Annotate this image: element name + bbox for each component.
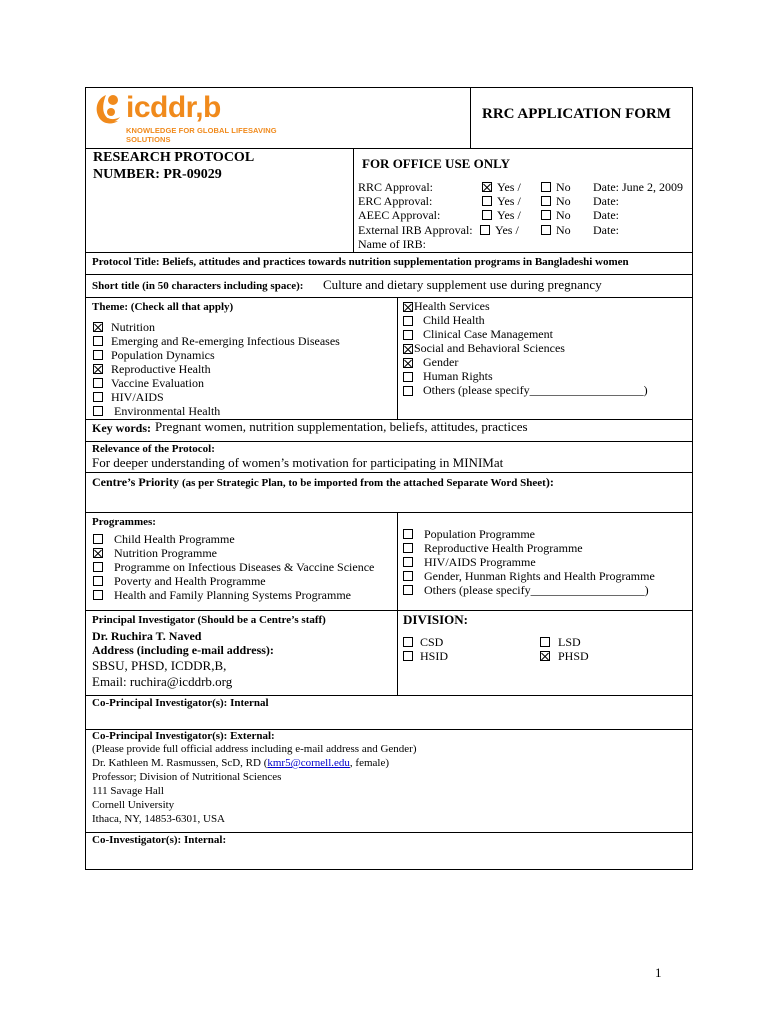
co-pi-external-line: Cornell University (92, 799, 175, 811)
research-protocol-label: RESEARCH PROTOCOL (93, 150, 255, 165)
aeec-date: Date: (593, 208, 619, 222)
prog-nutrition-label: Nutrition Programme (114, 546, 217, 560)
co-pi-external-name: Dr. Kathleen M. Rasmussen, ScD, RD (kmr5@cornell.edu, female) (92, 757, 389, 769)
theme-infectious-checkbox[interactable] (93, 336, 103, 346)
theme-social-checkbox[interactable] (403, 344, 413, 354)
theme-social-label: Social and Behavioral Sciences (414, 341, 565, 355)
erc-date: Date: (593, 194, 619, 208)
erc-no-label: No (556, 194, 571, 208)
logo-wordmark: icddr,b (126, 91, 221, 124)
theme-infectious-label: Emerging and Re-emerging Infectious Diseases (111, 334, 340, 348)
prog-infectious-checkbox[interactable] (93, 562, 103, 572)
division-label: DIVISION: (403, 612, 469, 627)
office-use-title: FOR OFFICE USE ONLY (362, 156, 510, 171)
theme-human-rights-label: Human Rights (423, 369, 493, 383)
theme-gender-label: Gender (423, 355, 459, 369)
form-title: RRC APPLICATION FORM (482, 106, 671, 122)
theme-gender-checkbox[interactable] (403, 358, 413, 368)
erc-yes-label: Yes / (497, 194, 521, 208)
theme-health-services-label: Health Services (414, 299, 490, 313)
prog-child-health-checkbox[interactable] (93, 534, 103, 544)
theme-health-services-checkbox[interactable] (403, 302, 413, 312)
theme-hiv-label: HIV/AIDS (111, 390, 164, 404)
prog-gender-label: Gender, Hunman Rights and Health Programme (424, 569, 655, 583)
irb-yes-label: Yes / (495, 223, 519, 237)
relevance-label: Relevance of the Protocol: (92, 443, 215, 455)
erc-yes-checkbox[interactable] (482, 196, 492, 206)
division-csd-label: CSD (420, 635, 444, 649)
priority-label: Centre’s Priority (as per Strategic Plan, to be imported from the attached Separate Word Sheet): (92, 475, 554, 489)
irb-date: Date: (593, 223, 619, 237)
theme-nutrition-label: Nutrition (111, 320, 155, 334)
theme-hiv-checkbox[interactable] (93, 392, 103, 402)
prog-poverty-checkbox[interactable] (93, 576, 103, 586)
aeec-no-label: No (556, 208, 571, 222)
prog-family-planning-checkbox[interactable] (93, 590, 103, 600)
pi-name: Dr. Ruchira T. Naved (92, 629, 202, 643)
division-hsid-checkbox[interactable] (403, 651, 413, 661)
short-title-value: Culture and dietary supplement use during pregnancy (323, 277, 602, 292)
division-hsid-label: HSID (420, 649, 449, 663)
programmes-label: Programmes: (92, 516, 156, 528)
prog-others-label: Others (please specify___________________) (424, 583, 649, 597)
rrc-no-checkbox[interactable] (541, 182, 551, 192)
prog-reproductive-label: Reproductive Health Programme (424, 541, 583, 555)
co-pi-external-label: Co-Principal Investigator(s): External: (92, 730, 275, 742)
co-pi-external-line: Professor; Division of Nutritional Sciences (92, 771, 282, 783)
theme-reproductive-label: Reproductive Health (111, 362, 211, 376)
theme-others-label: Others (please specify___________________) (423, 383, 648, 397)
short-title-label: Short title (in 50 characters including space): (92, 280, 304, 292)
theme-environmental-checkbox[interactable] (93, 406, 103, 416)
prog-infectious-label: Programme on Infectious Diseases & Vaccine Science (114, 560, 375, 574)
protocol-number: NUMBER: PR-09029 (93, 167, 222, 182)
theme-others-checkbox[interactable] (403, 386, 413, 396)
irb-no-checkbox[interactable] (541, 225, 551, 235)
co-pi-internal-label: Co-Principal Investigator(s): Internal (92, 697, 269, 709)
theme-human-rights-checkbox[interactable] (403, 372, 413, 382)
rrc-no-label: No (556, 180, 571, 194)
theme-label: Theme: (Check all that apply) (92, 301, 234, 313)
rrc-approval-label: RRC Approval: (358, 180, 434, 194)
theme-nutrition-checkbox[interactable] (93, 322, 103, 332)
co-pi-email-link[interactable]: kmr5@cornell.edu (267, 757, 350, 769)
protocol-title: Protocol Title: Beliefs, attitudes and practices towards nutrition supplementation programs in Bangladeshi women (92, 256, 629, 268)
pi-address-label: Address (including e-mail address): (92, 643, 274, 657)
pi-address-line: SBSU, PHSD, ICDDR,B, (92, 658, 227, 673)
division-lsd-label: LSD (558, 635, 581, 649)
keywords-value: Pregnant women, nutrition supplementation, beliefs, attitudes, practices (155, 419, 528, 434)
theme-child-health-checkbox[interactable] (403, 316, 413, 326)
co-pi-external-line: 111 Savage Hall (92, 785, 164, 797)
theme-population-label: Population Dynamics (111, 348, 215, 362)
division-lsd-checkbox[interactable] (540, 637, 550, 647)
prog-others-checkbox[interactable] (403, 585, 413, 595)
theme-population-checkbox[interactable] (93, 350, 103, 360)
prog-family-planning-label: Health and Family Planning Systems Programme (114, 588, 351, 602)
theme-clinical-checkbox[interactable] (403, 330, 413, 340)
logo-mother-child-icon (92, 93, 124, 127)
theme-vaccine-label: Vaccine Evaluation (111, 376, 204, 390)
theme-environmental-label: Environmental Health (114, 404, 221, 418)
division-phsd-checkbox[interactable] (540, 651, 550, 661)
erc-no-checkbox[interactable] (541, 196, 551, 206)
co-pi-external-line: Ithaca, NY, 14853-6301, USA (92, 813, 226, 825)
pi-email: Email: ruchira@icddrb.org (92, 674, 233, 689)
relevance-value: For deeper understanding of women’s motivation for participating in MINIMat (92, 455, 504, 470)
division-phsd-label: PHSD (558, 649, 589, 663)
co-pi-external-note: (Please provide full official address including e-mail address and Gender) (92, 743, 417, 755)
prog-population-label: Population Programme (424, 527, 535, 541)
aeec-approval-label: AEEC Approval: (358, 208, 441, 222)
co-investigator-internal-label: Co-Investigator(s): Internal: (92, 834, 227, 846)
theme-child-health-label: Child Health (423, 313, 485, 327)
prog-hiv-label: HIV/AIDS Programme (424, 555, 536, 569)
prog-nutrition-checkbox[interactable] (93, 548, 103, 558)
theme-clinical-label: Clinical Case Management (423, 327, 553, 341)
page-number: 1 (655, 965, 662, 980)
prog-reproductive-checkbox[interactable] (403, 543, 413, 553)
erc-approval-label: ERC Approval: (358, 194, 433, 208)
theme-reproductive-checkbox[interactable] (93, 364, 103, 374)
prog-hiv-checkbox[interactable] (403, 557, 413, 567)
aeec-no-checkbox[interactable] (541, 210, 551, 220)
icddrb-logo (92, 91, 312, 144)
theme-vaccine-checkbox[interactable] (93, 378, 103, 388)
irb-name-label: Name of IRB: (358, 237, 426, 251)
irb-yes-checkbox[interactable] (480, 225, 490, 235)
keywords-label: Key words: (92, 421, 151, 435)
rrc-date: Date: June 2, 2009 (593, 180, 683, 194)
prog-gender-checkbox[interactable] (403, 571, 413, 581)
rrc-yes-label: Yes / (497, 180, 521, 194)
logo-tagline: KNOWLEDGE FOR GLOBAL LIFESAVING SOLUTIONS (126, 126, 277, 144)
pi-label: Principal Investigator (Should be a Centre’s staff) (92, 614, 326, 626)
aeec-yes-label: Yes / (497, 208, 521, 222)
rrc-yes-checkbox[interactable] (482, 182, 492, 192)
aeec-yes-checkbox[interactable] (482, 210, 492, 220)
irb-approval-label: External IRB Approval: (358, 223, 473, 237)
division-csd-checkbox[interactable] (403, 637, 413, 647)
prog-poverty-label: Poverty and Health Programme (114, 574, 266, 588)
prog-population-checkbox[interactable] (403, 529, 413, 539)
irb-no-label: No (556, 223, 571, 237)
prog-child-health-label: Child Health Programme (114, 532, 235, 546)
